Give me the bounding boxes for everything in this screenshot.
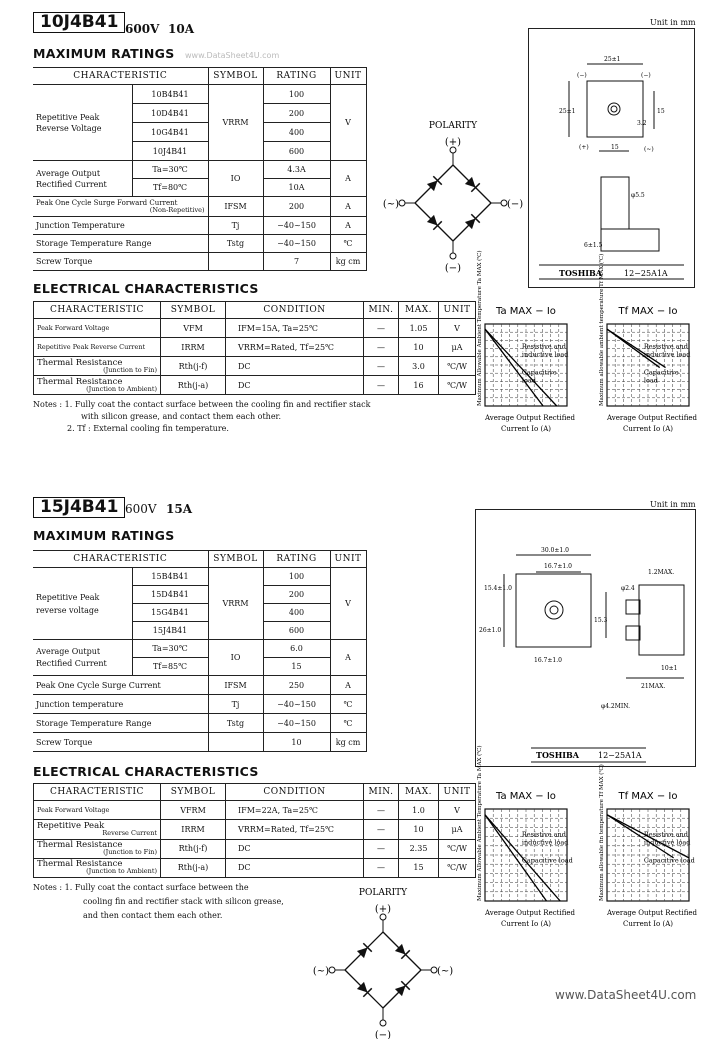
curve-label: Resistive and — [643, 342, 688, 351]
vrrm-label: Repetitive Peak Reverse Voltage — [33, 85, 132, 161]
curve-label: Resistive and — [643, 830, 688, 839]
ec-row — [34, 858, 476, 877]
header-symbol: SYMBOL — [208, 551, 263, 568]
empty-cell — [208, 733, 263, 752]
curve-label: inductive load — [643, 350, 691, 359]
ec-row — [34, 338, 476, 357]
ec-label: Peak Forward Voltage — [37, 806, 110, 815]
header: CONDITION — [226, 302, 364, 319]
rating: −40~150 — [263, 714, 330, 733]
terminal-icon — [380, 1020, 386, 1026]
variant: 15B4B41 — [132, 568, 208, 586]
x-axis-label: Current Io (A) — [501, 920, 551, 928]
header-symbol: SYMBOL — [208, 68, 263, 85]
tj-symbol: Tj — [208, 695, 263, 714]
unit-label: Unit in mm — [650, 500, 696, 509]
ec-max: 2.35 — [399, 839, 439, 858]
y-axis-label: Maximum Allowable Ambient Temperature Ta MAX (℃) — [477, 745, 483, 901]
curve-label: inductive load — [521, 350, 569, 359]
ec-max: 16 — [399, 376, 439, 395]
ec-min: — — [364, 357, 399, 376]
ec-symbol: VFRM — [161, 801, 226, 820]
part-number-box: 15J4B41 — [33, 497, 125, 518]
header: MAX. — [399, 784, 439, 801]
dim-label: (−) — [577, 72, 587, 79]
header: MIN. — [364, 784, 399, 801]
tstg-label: Storage Temperature Range — [33, 714, 208, 733]
io-label: Average Output Rectified Current — [33, 640, 132, 676]
ec-unit: μA — [439, 338, 476, 357]
ec-label: Thermal Resistance — [37, 376, 123, 387]
package-drawing-1 — [528, 28, 695, 288]
y-axis-label: Maximum allowable fin temperature Tf MAX (℃) — [599, 764, 605, 901]
package-outline-svg — [529, 29, 693, 285]
variant: 10D4B41 — [132, 104, 208, 123]
dim-label: 30.0±1.0 — [541, 547, 569, 554]
curve-label: Capacitive — [521, 368, 557, 377]
ec-sublabel: (Junction to Ambient) — [86, 867, 157, 876]
curve-label: load — [521, 376, 536, 385]
polarity-title: POLARITY — [428, 121, 478, 131]
mount-hole — [608, 103, 620, 115]
ec-max: 10 — [399, 338, 439, 357]
ec-row — [34, 801, 476, 820]
x-axis-label: Average Output Rectified — [484, 414, 576, 422]
package-outline-svg — [476, 510, 694, 764]
tstg-symbol: Tstg — [208, 714, 263, 733]
dim-label: (~) — [644, 146, 654, 153]
package-caption: TOSHIBA — [559, 268, 602, 278]
header: UNIT — [439, 302, 476, 319]
surge-symbol: IFSM — [208, 197, 263, 217]
variant: 10G4B41 — [132, 123, 208, 142]
dim-label: 10±1 — [661, 665, 678, 672]
dim-label: 6±1.5 — [584, 242, 603, 249]
max-ratings-table-1 — [33, 67, 367, 271]
ec-row — [34, 357, 476, 376]
ec-max: 10 — [399, 820, 439, 839]
dim-label: (+) — [579, 144, 589, 151]
x-axis-label: Current Io (A) — [623, 425, 673, 433]
package-top-outline — [516, 574, 591, 647]
terminal-ac-left-label: (~) — [312, 966, 329, 977]
ec-min: — — [364, 858, 399, 877]
surge-label: Peak One Cycle Surge Forward Current — [36, 199, 178, 207]
unit: V — [330, 568, 366, 640]
vrrm-label: Repetitive Peak reverse voltage — [33, 568, 132, 640]
ec-max: 1.0 — [399, 801, 439, 820]
io-symbol: IO — [208, 161, 263, 197]
ec-symbol: Rth(j-f) — [161, 839, 226, 858]
ec-unit: μA — [439, 820, 476, 839]
unit: A — [330, 217, 366, 235]
ec-condition: VRRM=Rated, Tf=25℃ — [226, 820, 364, 839]
rating: 100 — [263, 85, 330, 104]
note-text: Fully coat the contact surface between the cooling fin and rectifier stack — [74, 400, 371, 409]
max-ratings-title: MAXIMUM RATINGS — [33, 46, 175, 61]
header-rating: RATING — [263, 551, 330, 568]
dim-label: 1.2MAX. — [648, 569, 675, 576]
dim-label: 15 — [657, 108, 665, 115]
terminal-icon — [399, 200, 405, 206]
rating: −40~150 — [263, 217, 330, 235]
curve-label: inductive load — [521, 838, 569, 847]
voltage-spec: 600V — [125, 502, 157, 516]
curve-label: Resistive and — [521, 342, 566, 351]
note-text: with silicon grease, and contact them each other. — [81, 412, 282, 421]
dim-label: 25±1 — [559, 108, 576, 115]
ec-max: 15 — [399, 858, 439, 877]
ec-sublabel: (Junction to Ambient) — [86, 384, 157, 393]
elec-char-title: ELECTRICAL CHARACTERISTICS — [33, 764, 259, 779]
ec-condition: DC — [226, 858, 364, 877]
dim-label: 15.3 — [594, 617, 608, 624]
terminal-minus-label: (−) — [444, 263, 462, 274]
ec-label: Repetitive Peak Reverse Current — [37, 343, 146, 351]
ec-label: Thermal Resistance — [37, 840, 123, 851]
ec-label: Repetitive Peak — [37, 820, 105, 831]
ec-max: 1.05 — [399, 319, 439, 338]
unit: ℃ — [330, 714, 366, 733]
curve-resistive — [485, 329, 557, 406]
max-ratings-table-2 — [33, 550, 367, 752]
ec-symbol: Rth(j-f) — [161, 357, 226, 376]
ec-min: — — [364, 801, 399, 820]
mount-hole — [545, 601, 563, 619]
dim-label: (−) — [641, 72, 651, 79]
terminal-plus-label: (+) — [444, 137, 462, 148]
dim-label: 16.7±1.0 — [544, 563, 572, 570]
rating: 600 — [263, 622, 330, 640]
rating: 200 — [263, 586, 330, 604]
rating: 600 — [263, 142, 330, 161]
ec-min: — — [364, 376, 399, 395]
dim-label: 26±1.0 — [479, 627, 502, 634]
rating: −40~150 — [263, 235, 330, 253]
surge-symbol: IFSM — [208, 676, 263, 695]
chart-title: Ta MAX − Io — [496, 306, 556, 317]
note-prefix: Notes : 1. — [33, 400, 73, 409]
elec-char-table-1 — [33, 301, 476, 395]
rating: 200 — [263, 197, 330, 217]
dim-label: 15 — [611, 144, 619, 151]
header-characteristic: CHARACTERISTIC — [33, 551, 208, 568]
rating: 10A — [263, 179, 330, 197]
voltage-spec: 600V — [125, 22, 160, 36]
header: CHARACTERISTIC — [34, 784, 161, 801]
variant: 10B4B41 — [132, 85, 208, 104]
terminal-icon — [329, 967, 335, 973]
ec-max: 3.0 — [399, 357, 439, 376]
tj-label: Junction temperature — [33, 695, 208, 714]
x-axis-label: Current Io (A) — [623, 920, 673, 928]
variant: 15D4B41 — [132, 586, 208, 604]
rating: 6.0 — [263, 640, 330, 658]
rating: 4.3A — [263, 161, 330, 179]
note-text: Tf : External cooling fin temperature. — [77, 424, 229, 433]
note-text: Fully coat the contact surface between the — [74, 883, 249, 892]
package-drawing-2 — [475, 509, 696, 767]
header: MAX. — [399, 302, 439, 319]
chart-tf-max-io-2 — [597, 764, 717, 957]
max-ratings-title: MAXIMUM RATINGS — [33, 528, 175, 543]
unit: ℃ — [330, 235, 366, 253]
rating: 200 — [263, 104, 330, 123]
dim-label: 21MAX. — [641, 683, 666, 690]
header-unit: UNIT — [330, 551, 366, 568]
header: CHARACTERISTIC — [34, 302, 161, 319]
x-axis-label: Average Output Rectified — [606, 909, 698, 917]
ec-row — [34, 820, 476, 839]
unit: kg cm — [330, 253, 366, 271]
header-characteristic: CHARACTERISTIC — [33, 68, 208, 85]
io-symbol: IO — [208, 640, 263, 676]
ec-min: — — [364, 839, 399, 858]
ec-min: — — [364, 338, 399, 357]
note-text: and then contact them each other. — [83, 911, 223, 920]
watermark: www.DataSheet4U.com — [185, 51, 280, 60]
unit: A — [330, 676, 366, 695]
ec-symbol: IRRM — [161, 820, 226, 839]
ec-min: — — [364, 319, 399, 338]
ec-unit: V — [439, 319, 476, 338]
unit: A — [330, 161, 366, 197]
ec-symbol: Rth(j-a) — [161, 376, 226, 395]
ec-condition: VRRM=Rated, Tf=25℃ — [226, 338, 364, 357]
ec-symbol: IRRM — [161, 338, 226, 357]
torque-label: Screw Torque — [33, 253, 208, 271]
dim-label: 15.4±1.0 — [484, 585, 512, 592]
rating: 250 — [263, 676, 330, 695]
variant: 15J4B41 — [132, 622, 208, 640]
curve-label: inductive load — [643, 838, 691, 847]
ec-condition: IFM=15A, Ta=25℃ — [226, 319, 364, 338]
io-condition: Ta=30℃ — [132, 161, 208, 179]
note-prefix: Notes : 1. — [33, 883, 73, 892]
ec-unit: ℃/W — [439, 376, 476, 395]
current-spec: 15A — [166, 502, 193, 516]
dim-label: 3.2 — [637, 120, 647, 127]
terminal-ac-left-label: (~) — [382, 199, 399, 210]
io-label: Average Output Rectified Current — [33, 161, 132, 197]
elec-char-title: ELECTRICAL CHARACTERISTICS — [33, 281, 259, 296]
curve-label: Capacitive load — [643, 856, 695, 865]
part-number-box: 10J4B41 — [33, 12, 125, 33]
elec-char-table-2 — [33, 783, 476, 878]
ec-min: — — [364, 820, 399, 839]
note-text: cooling fin and rectifier stack with silicon grease, — [83, 897, 284, 906]
package-caption: TOSHIBA — [536, 750, 579, 760]
package-side-body — [601, 177, 629, 229]
dim-label: φ4.2MIN. — [601, 703, 631, 710]
unit: kg cm — [330, 733, 366, 752]
ec-sublabel: Reverse Current — [102, 828, 157, 837]
notes-1 — [33, 399, 453, 435]
io-condition: Ta=30℃ — [132, 640, 208, 658]
tj-label: Junction Temperature — [33, 217, 208, 235]
terminal-plus-label: (+) — [374, 904, 392, 915]
rating: 15 — [263, 658, 330, 676]
polarity-svg — [382, 118, 524, 274]
rating: 10 — [263, 733, 330, 752]
ec-unit: ℃/W — [439, 858, 476, 877]
dim-label: 16.7±1.0 — [534, 657, 562, 664]
ec-sublabel: (Junction to Fin) — [103, 848, 157, 857]
ec-condition: DC — [226, 839, 364, 858]
variant: 10J4B41 — [132, 142, 208, 161]
header-unit: UNIT — [330, 68, 366, 85]
tj-symbol: Tj — [208, 217, 263, 235]
header: MIN. — [364, 302, 399, 319]
polarity-svg — [312, 885, 454, 1039]
package-top-outline — [587, 81, 643, 137]
surge-sub: (Non-Repetitive) — [149, 206, 205, 214]
ec-label: Thermal Resistance — [37, 859, 123, 870]
header: UNIT — [439, 784, 476, 801]
footer-watermark: www.DataSheet4U.com — [555, 988, 697, 1002]
io-condition: Tf=80℃ — [132, 179, 208, 197]
note-number: 2. — [67, 424, 75, 433]
chart-title: Tf MAX − Io — [618, 791, 678, 802]
header: SYMBOL — [161, 302, 226, 319]
unit-label: Unit in mm — [650, 18, 696, 27]
curve-label: load — [643, 376, 658, 385]
curve-label: Capacitive load — [521, 856, 573, 865]
surge-label: Peak One Cycle Surge Current — [33, 676, 208, 695]
vrrm-symbol: VRRM — [208, 85, 263, 161]
torque-label: Screw Torque — [33, 733, 208, 752]
package-side-body — [639, 585, 684, 655]
tstg-label: Storage Temperature Range — [33, 235, 208, 253]
polarity-diagram-2 — [312, 885, 454, 1039]
x-axis-label: Current Io (A) — [501, 425, 551, 433]
terminal-ac-right-label: (−) — [507, 199, 524, 210]
curve-label: Capacitive — [643, 368, 679, 377]
chart-title: Tf MAX − Io — [618, 306, 678, 317]
ec-sublabel: (Junction to Fin) — [103, 365, 157, 374]
dim-label: φ2.4 — [621, 585, 635, 592]
ec-symbol: Rth(j-a) — [161, 858, 226, 877]
ec-symbol: VFM — [161, 319, 226, 338]
ec-row — [34, 376, 476, 395]
ec-label: Thermal Resistance — [37, 357, 123, 368]
polarity-diagram-1 — [382, 118, 524, 274]
rating: 400 — [263, 604, 330, 622]
notes-2 — [33, 881, 333, 923]
package-code: 12−25A1A — [624, 269, 668, 278]
y-axis-label: Maximum Allowable Ambient Temperature Ta MAX (℃) — [477, 250, 483, 406]
dim-label: 25±1 — [604, 56, 621, 63]
ec-unit: V — [439, 801, 476, 820]
ec-unit: ℃/W — [439, 357, 476, 376]
ec-condition: IFM=22A, Ta=25℃ — [226, 801, 364, 820]
ec-row — [34, 839, 476, 858]
x-axis-label: Average Output Rectified — [606, 414, 698, 422]
ec-row — [34, 319, 476, 338]
chart-title: Ta MAX − Io — [496, 791, 556, 802]
terminal-icon — [450, 253, 456, 259]
empty-cell — [208, 253, 263, 271]
unit: V — [330, 85, 366, 161]
ec-condition: DC — [226, 357, 364, 376]
rating: 400 — [263, 123, 330, 142]
unit: A — [330, 197, 366, 217]
current-spec: 10A — [168, 22, 195, 36]
terminal-ac-right-label: (~) — [437, 966, 454, 977]
rating: 7 — [263, 253, 330, 271]
header: CONDITION — [226, 784, 364, 801]
unit: A — [330, 640, 366, 676]
ec-unit: ℃/W — [439, 839, 476, 858]
tstg-symbol: Tstg — [208, 235, 263, 253]
header: SYMBOL — [161, 784, 226, 801]
ec-label: Peak Forward Voltage — [37, 324, 110, 332]
variant: 15G4B41 — [132, 604, 208, 622]
terminal-minus-label: (−) — [374, 1030, 392, 1039]
y-axis-label: Maximum allowable ambient temperature Tf MAX (℃) — [599, 253, 605, 406]
header-rating: RATING — [263, 68, 330, 85]
curve-label: Resistive and — [521, 830, 566, 839]
package-code: 12−25A1A — [598, 751, 642, 760]
vrrm-symbol: VRRM — [208, 568, 263, 640]
rating: 100 — [263, 568, 330, 586]
chart-svg — [597, 764, 717, 957]
unit: ℃ — [330, 695, 366, 714]
ec-condition: DC — [226, 376, 364, 395]
io-condition: Tf=85℃ — [132, 658, 208, 676]
x-axis-label: Average Output Rectified — [484, 909, 576, 917]
dim-label: φ5.5 — [631, 192, 645, 199]
polarity-title: POLARITY — [358, 888, 408, 898]
rating: −40~150 — [263, 695, 330, 714]
